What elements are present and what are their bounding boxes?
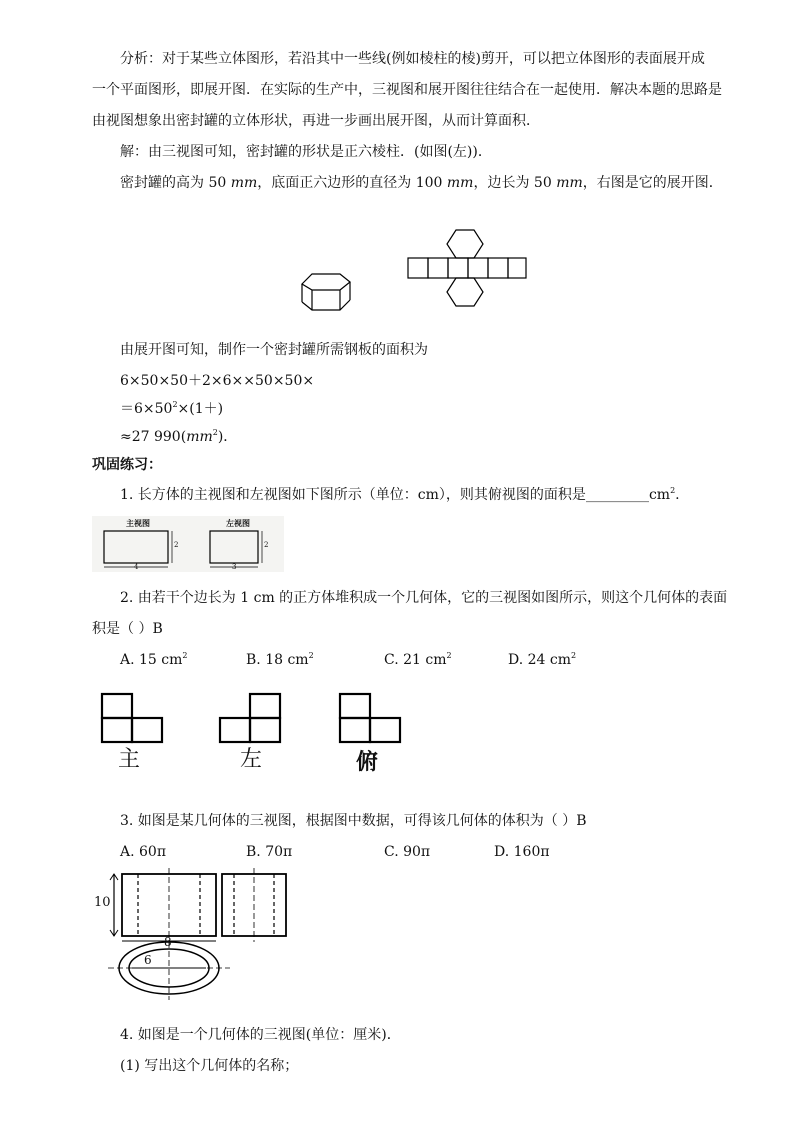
q3-inner-label: 6 xyxy=(144,953,152,967)
question-1-text: 1. 长方体的主视图和左视图如下图所示（单位：cm），则其俯视图的面积是$\_\_\_\_\_\_\_\_\_cm^2$. xyxy=(120,486,680,503)
analysis-line-2: 一个平面图形，即展开图．在实际的生产中，三视图和展开图往往结合在一起使用．解决本题的思路是 xyxy=(92,82,722,98)
calc-line-3: ≈27 $990(mm^2)$． xyxy=(120,428,238,445)
q2-views-figure xyxy=(98,690,408,746)
q2-option-d: D. 24 $cm^2$ xyxy=(508,651,577,668)
q3-views-figure xyxy=(88,868,308,1018)
top-view-char: 俯 xyxy=(356,749,379,775)
q2-option-b: B. 18 $cm^2$ xyxy=(246,651,314,668)
q3-width-label: 8 xyxy=(164,935,172,949)
question-2-line-1: 2. 由若干个边长为 1 cm 的正方体堆积成一个几何体，它的三视图如图所示，则这个几何体的表面 xyxy=(120,590,728,606)
q2-option-c: C. 21 $cm^2$ xyxy=(384,651,452,668)
analysis-line-3: 由视图想象出密封罐的立体形状，再进一步画出展开图，从而计算面积． xyxy=(92,113,540,129)
q1-views-figure xyxy=(92,516,284,572)
front-view-label: 主视图 xyxy=(126,519,150,528)
question-3-text: 3. 如图是某几何体的三视图，根据图中数据，可得该几何体的体积为（ ）B xyxy=(120,813,587,829)
question-4-line-1: 4. 如图是一个几何体的三视图(单位：厘米)． xyxy=(120,1027,401,1043)
q2-option-a: A. 15 $cm^2$ xyxy=(120,651,188,668)
q3-option-a: A. 60π xyxy=(120,844,167,860)
left-view-char: 左 xyxy=(240,747,263,772)
q3-height-label: 10 xyxy=(94,895,111,910)
solution-line-2: 密封罐的高为 50 mm，底面正六边形的直径为 100 mm，边长为 50 mm，右图是它的展开图． xyxy=(120,175,723,191)
front-height-label: 2 xyxy=(174,541,179,549)
calc-line-2: $=6\times 50^2\times(1+)$ xyxy=(120,400,224,417)
calc-line-1: 6×50×50＋2×6××50×50× xyxy=(120,373,315,389)
hexagonal-prism-figure xyxy=(298,266,354,314)
unit-mm: mm xyxy=(230,175,258,191)
q3-option-c: C. 90π xyxy=(384,844,431,860)
q3-option-d: D. 160π xyxy=(494,844,550,860)
section-title: 巩固练习： xyxy=(92,457,162,473)
q3-option-b: B. 70π xyxy=(246,844,293,860)
question-2-line-2: 积是（ ）B xyxy=(92,621,163,637)
left-width-label: 3 xyxy=(232,563,237,571)
answer-blank: _________ xyxy=(585,487,649,503)
left-view-label: 左视图 xyxy=(226,519,250,528)
left-height-label: 2 xyxy=(264,541,269,549)
analysis-line-1: 分析：对于某些立体图形，若沿其中一些线(例如棱柱的棱)剪开，可以把立体图形的表面展开成 xyxy=(120,51,705,67)
prism-net-figure xyxy=(404,222,528,316)
front-view-char: 主 xyxy=(118,747,141,772)
solution-line-1: 解：由三视图可知，密封罐的形状是正六棱柱．(如图(左))． xyxy=(120,144,492,160)
calc-intro: 由展开图可知，制作一个密封罐所需钢板的面积为 xyxy=(120,342,428,358)
front-width-label: 4 xyxy=(134,563,139,571)
question-4-line-2: (1) 写出这个几何体的名称； xyxy=(120,1058,299,1074)
